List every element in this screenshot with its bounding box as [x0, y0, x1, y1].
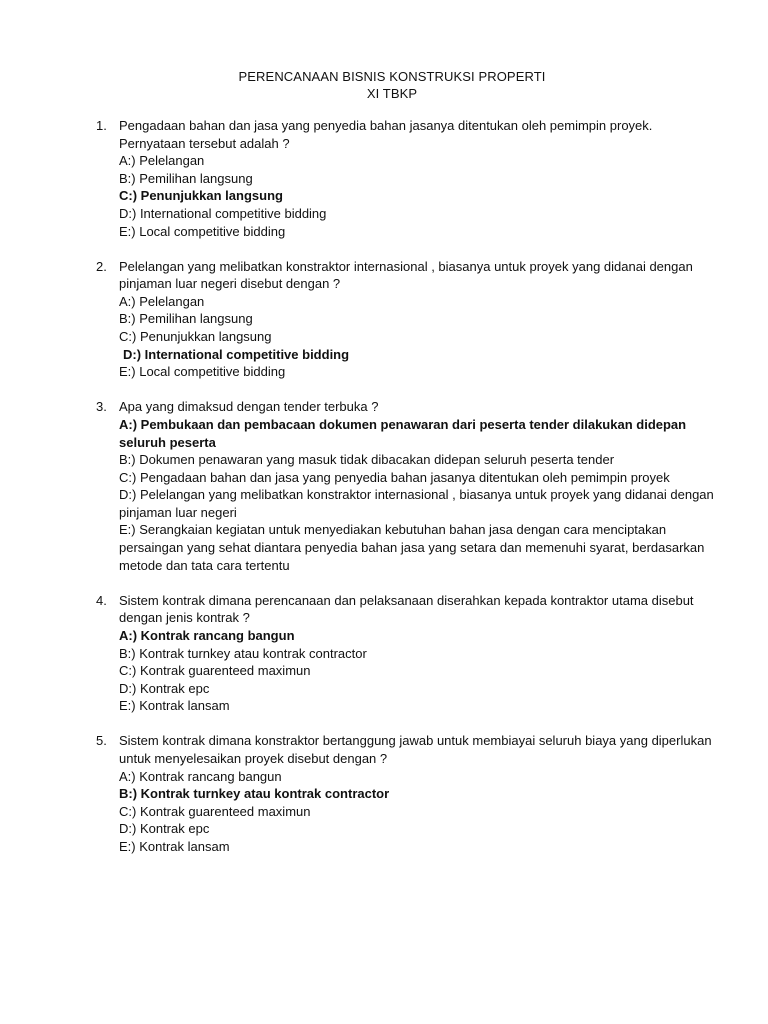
- option-d: D:) Kontrak epc: [119, 821, 210, 837]
- document-header: [0, 68, 768, 102]
- option-c: C:) Pengadaan bahan dan jasa yang penyedia bahan jasanya ditentukan oleh pemimpin proyek: [119, 469, 670, 485]
- document-subtitle: XI TBKP: [366, 86, 418, 101]
- option-a: A:) Pelelangan: [119, 153, 205, 169]
- option-e: E:) Local competitive bidding: [119, 223, 286, 239]
- option-a-correct: A:) Kontrak rancang bangun: [119, 627, 295, 643]
- document-title: PERENCANAAN BISNIS KONSTRUKSI PROPERTI: [238, 69, 546, 84]
- option-b: B:) Dokumen penawaran yang masuk tidak dibacakan didepan seluruh peserta tender: [119, 452, 615, 468]
- question-list: [96, 117, 716, 873]
- option-c-correct: C:) Penunjukkan langsung: [119, 188, 283, 204]
- question-number: 4.: [96, 592, 107, 608]
- question-3: [96, 398, 716, 574]
- question-number: 3.: [96, 399, 107, 415]
- option-c: C:) Kontrak guarenteed maximun: [119, 663, 311, 679]
- question-number: 5.: [96, 733, 107, 749]
- option-a: A:) Kontrak rancang bangun: [119, 768, 282, 784]
- option-d: D:) Pelelangan yang melibatkan konstraktor internasional , biasanya untuk proyek yang didanai dengan pinjaman luar negeri: [119, 487, 714, 520]
- option-d: D:) International competitive bidding: [119, 205, 327, 221]
- option-b: B:) Kontrak turnkey atau kontrak contractor: [119, 645, 367, 661]
- question-text: Pengadaan bahan dan jasa yang penyedia bahan jasanya ditentukan oleh pemimpin proyek. Pernyataan tersebut adalah ?: [119, 118, 653, 151]
- option-e: E:) Kontrak lansam: [119, 698, 230, 714]
- question-1: [96, 117, 716, 240]
- question-text: Sistem kontrak dimana konstraktor bertanggung jawab untuk membiayai seluruh biaya yang diperlukan untuk menyelesaikan proyek disebut dengan ?: [119, 733, 712, 766]
- option-c: C:) Kontrak guarenteed maximun: [119, 803, 311, 819]
- option-e: E:) Local competitive bidding: [119, 364, 286, 380]
- question-number: 1.: [96, 118, 107, 133]
- option-a-correct: A:) Pembukaan dan pembacaan dokumen penawaran dari peserta tender dilakukan didepan seluruh peserta: [119, 416, 687, 450]
- question-4: [96, 592, 716, 715]
- question-5: [96, 732, 716, 855]
- question-text: Apa yang dimaksud dengan tender terbuka ?: [119, 399, 379, 415]
- option-c: C:) Penunjukkan langsung: [119, 329, 272, 345]
- option-e: E:) Kontrak lansam: [119, 838, 230, 854]
- option-d-correct: D:) International competitive bidding: [123, 346, 350, 362]
- option-b-correct: B:) Kontrak turnkey atau kontrak contractor: [119, 786, 390, 802]
- option-d: D:) Kontrak epc: [119, 680, 210, 696]
- question-number: 2.: [96, 258, 107, 274]
- option-a: A:) Pelelangan: [119, 293, 205, 309]
- option-b: B:) Pemilihan langsung: [119, 170, 253, 186]
- question-text: Pelelangan yang melibatkan konstraktor internasional , biasanya untuk proyek yang didanai dengan pinjaman luar negeri disebut dengan ?: [119, 258, 693, 292]
- option-b: B:) Pemilihan langsung: [119, 311, 253, 327]
- question-text: Sistem kontrak dimana perencanaan dan pelaksanaan diserahkan kepada kontraktor utama disebut dengan jenis kontrak ?: [119, 592, 694, 626]
- option-e: E:) Serangkaian kegiatan untuk menyediakan kebutuhan bahan jasa dengan cara menciptakan persaingan yang sehat diantara penyedia bahan jasa yang setara dan memenuhi syarat, berdasarkan metode dan tata cara tertentu: [119, 522, 705, 573]
- question-2: [96, 258, 716, 381]
